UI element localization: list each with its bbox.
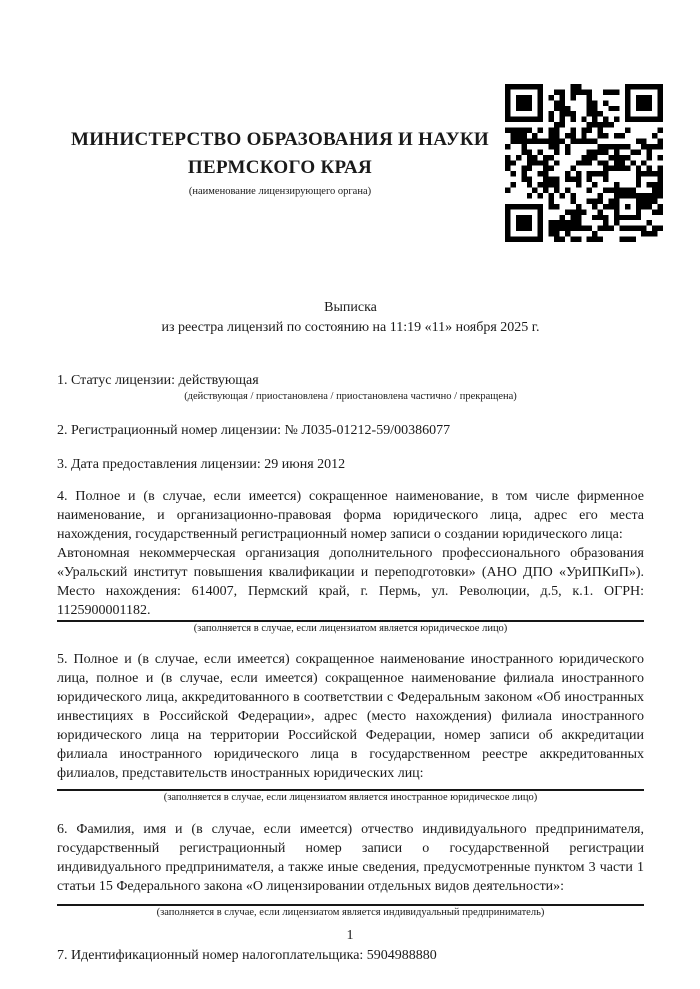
letterhead: [40, 126, 520, 199]
legal-entity-details: Автономная некоммерческая организация дополнительного профессионального образования «Уральский институт повышения квалификации и переподготовки» (АНО ДПО «УрИПКиП»). Место нахождения: 614007, Пермский край, г. Пермь, ул. Революции, д.5, к.1. ОГРН: 1125900001182.: [57, 546, 644, 618]
item-legal-entity-heading: 4. Полное и (в случае, если имеется) сокращенное наименование, в том числе фирменное наименование, и организационно-правовая форма юридического лица, адрес его места нахождения, государственный регистрационный номер записи о создании юридического лица:: [57, 489, 644, 542]
item-taxpayer-id: 7. Идентификационный номер налогоплательщика: 5904988880: [57, 948, 437, 963]
extract-subheading: из реестра лицензий по состоянию на 11:19 «11» ноября 2025 г.: [161, 320, 540, 335]
entrepreneur-note: (заполняется в случае, если лицензиатом является индивидуальный предприниматель): [156, 907, 545, 918]
ministry-name-line1: МИНИСТЕРСТВО ОБРАЗОВАНИЯ И НАУКИ: [70, 129, 490, 150]
ministry-name-line2: ПЕРМСКОГО КРАЯ: [187, 157, 373, 178]
ministry-name: [40, 126, 520, 182]
status-variants-note: (действующая / приостановлена / приостановлена частично / прекращена): [184, 391, 517, 402]
item-registration-number: 2. Регистрационный номер лицензии: № Л035-01212-59/00386077: [57, 423, 451, 438]
page-number: 1: [346, 928, 354, 943]
item-grant-date: 3. Дата предоставления лицензии: 29 июня 2012: [57, 457, 346, 472]
legal-entity-note: (заполняется в случае, если лицензиатом является юридическое лицо): [193, 623, 508, 634]
foreign-entity-note: (заполняется в случае, если лицензиатом является иностранное юридическое лицо): [163, 792, 538, 803]
qr-code: [505, 84, 663, 242]
item-foreign-entity-heading: 5. Полное и (в случае, если имеется) сокращенное наименование иностранного юридического лица, полное и (в случае, если имеется) сокращенное наименование филиала иностранного юридического лица, аккредитованного в соответствии с Федеральным законом «Об иностранных инвестициях в Российской Федерации», адрес (место нахождения) филиала иностранного юридического лица на территории Российской Федерации, номер записи об аккредитации филиала иностранного юридического лица в государственном реестре аккредитованных филиалов, представительств иностранных юридических лиц:: [57, 652, 644, 781]
item-license-status: 1. Статус лицензии: действующая: [57, 373, 259, 388]
document-title: [57, 298, 644, 338]
document-body: [57, 298, 644, 965]
item-entrepreneur-heading: 6. Фамилия, имя и (в случае, если имеется) отчество индивидуального предпринимателя, государственный регистрационный номер записи о государственной регистрации индивидуального предпринимателя, а также иные сведения, предусмотренные пунктом 3 части 1 статьи 15 Федерального закона «О лицензировании отдельных видов деятельности»:: [57, 822, 644, 894]
ministry-caption: (наименование лицензирующего органа): [188, 186, 372, 197]
extract-heading: Выписка: [324, 300, 377, 315]
